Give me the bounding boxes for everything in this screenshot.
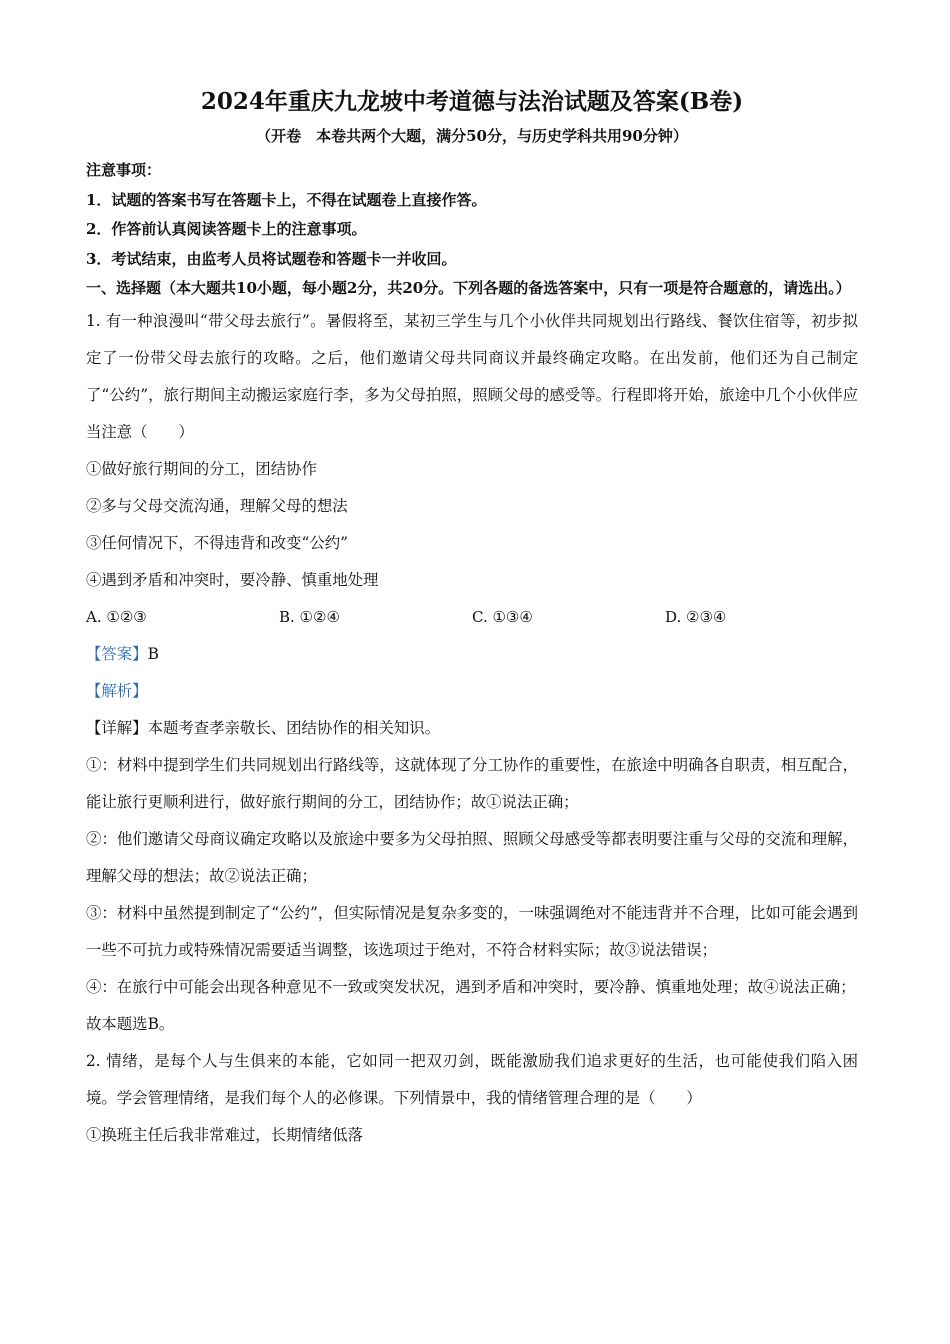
detail-text: 本题考查孝亲敬长、团结协作的相关知识。 bbox=[147, 719, 441, 737]
question-1-options bbox=[86, 599, 858, 636]
option-a: A. ①②③ bbox=[86, 608, 147, 626]
explanation-1: ①：材料中提到学生们共同规划出行路线等，这就体现了分工协作的重要性，在旅途中明确各自职责，相互配合，能让旅行更顺利进行，做好旅行期间的分工，团结协作；故①说法正确； bbox=[86, 756, 858, 811]
conclusion: 故本题选B。 bbox=[86, 1015, 175, 1033]
explanation-2: ②：他们邀请父母商议确定攻略以及旅途中要多为父母拍照、照顾父母感受等都表明要注重与父母的交流和理解，理解父母的想法；故②说法正确； bbox=[86, 830, 858, 885]
analysis-line bbox=[86, 673, 858, 710]
explanation-3: ③：材料中虽然提到制定了“公约”，但实际情况是复杂多变的，一味强调绝对不能违背并不合理，比如可能会遇到一些不可抗力或特殊情况需要适当调整，该选项过于绝对，不符合材料实际；故③说法错误； bbox=[86, 904, 858, 959]
detail-line bbox=[86, 710, 858, 747]
notice-heading: 注意事项： bbox=[86, 161, 162, 179]
page-subtitle: （开卷 本卷共两个大题，满分50分，与历史学科共用90分钟） bbox=[256, 127, 688, 145]
question-2-item: ①换班主任后我非常难过，长期情绪低落 bbox=[86, 1126, 364, 1144]
answer-tag: 【答案】 bbox=[86, 645, 148, 663]
section-heading: 一、选择题（本大题共10小题，每小题2分，共20分。下列各题的备选答案中，只有一项是符合题意的，请选出。） bbox=[86, 279, 851, 297]
page-title: 2024年重庆九龙坡中考道德与法治试题及答案(B卷) bbox=[200, 88, 744, 115]
question-1-item: ①做好旅行期间的分工，团结协作 bbox=[86, 460, 317, 478]
notice-item: 3．考试结束，由监考人员将试题卷和答题卡一并收回。 bbox=[86, 249, 457, 268]
question-1-item: ③任何情况下，不得违背和改变“公约” bbox=[86, 534, 348, 552]
detail-tag: 【详解】 bbox=[86, 719, 148, 737]
question-1-item: ②多与父母交流沟通，理解父母的想法 bbox=[86, 497, 348, 515]
option-c: C. ①③④ bbox=[472, 608, 533, 626]
question-1-item: ④遇到矛盾和冲突时，要冷静、慎重地处理 bbox=[86, 571, 379, 589]
answer-value: B bbox=[147, 645, 159, 663]
answer-line bbox=[86, 636, 858, 673]
option-d: D. ②③④ bbox=[665, 608, 727, 626]
notice-item: 2．作答前认真阅读答题卡上的注意事项。 bbox=[86, 220, 367, 238]
explanation-4: ④：在旅行中可能会出现各种意见不一致或突发状况，遇到矛盾和冲突时，要冷静、慎重地处理；故④说法正确； bbox=[86, 978, 856, 996]
question-1-stem: 1. 有一种浪漫叫“带父母去旅行”。暑假将至，某初三学生与几个小伙伴共同规划出行路线、餐饮住宿等，初步拟定了一份带父母去旅行的攻略。之后，他们邀请父母共同商议并最终确定攻略。在出发前，他们还为自己制定了“公约”，旅行期间主动搬运家庭行李，多为父母拍照，照顾父母的感受等。行程即将开始，旅途中几个小伙伴应当注意（ ） bbox=[86, 312, 858, 441]
notice-item: 1．试题的答案书写在答题卡上，不得在试题卷上直接作答。 bbox=[86, 190, 487, 209]
analysis-tag: 【解析】 bbox=[86, 682, 148, 700]
question-2-stem: 2. 情绪，是每个人与生俱来的本能，它如同一把双刃剑，既能激励我们追求更好的生活，也可能使我们陷入困境。学会管理情绪，是我们每个人的必修课。下列情景中，我的情绪管理合理的是（ ） bbox=[86, 1052, 858, 1107]
option-b: B. ①②④ bbox=[279, 608, 340, 626]
